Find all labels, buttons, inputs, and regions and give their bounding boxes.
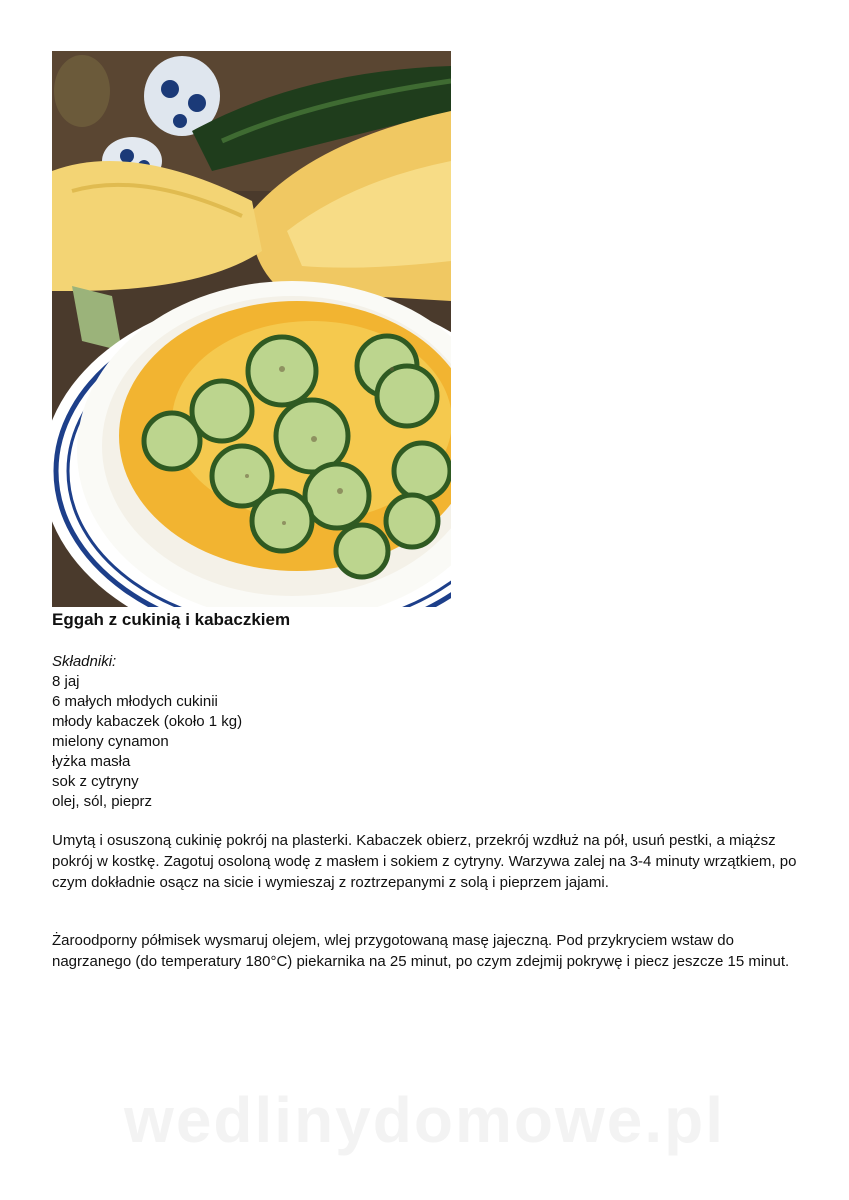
instruction-paragraph-2: Żaroodporny półmisek wysmaruj olejem, wlej przygotowaną masę jajeczną. Pod przykryciem wstaw do nagrzanego (do temperatury 180°C) piekarnika na 25 minut, po czym zdejmij pokrywę i piecz jeszcze 15 minut.	[52, 932, 790, 970]
ingredient-item: sok z cytryny	[52, 773, 139, 790]
ingredient-item: 6 małych młodych cukinii	[52, 693, 218, 710]
site-watermark: wedlinydomowe.pl	[124, 1084, 725, 1156]
recipe-photo	[52, 51, 451, 607]
ingredients-section	[52, 652, 242, 812]
ingredient-item: łyżka masła	[52, 753, 131, 770]
ingredients-label: Składniki:	[52, 653, 117, 670]
recipe-title: Eggah z cukinią i kabaczkiem	[52, 610, 291, 629]
ingredient-item: 8 jaj	[52, 673, 80, 690]
instruction-paragraph-1: Umytą i osuszoną cukinię pokrój na plasterki. Kabaczek obierz, przekrój wzdłuż na pół, usuń pestki, a miąższ pokrój w kostkę. Zagotuj osoloną wodę z masłem i sokiem z cytryny. Warzywa zalej na 3-4 minuty wrzątkiem, po czym dokładnie osącz na sicie i wymieszaj z roztrzepanymi z solą i pieprzem jajami.	[52, 832, 797, 891]
ingredients-list	[52, 672, 242, 812]
ingredient-item: olej, sól, pieprz	[52, 793, 153, 810]
ingredient-item: mielony cynamon	[52, 733, 169, 750]
ingredient-item: młody kabaczek (około 1 kg)	[52, 713, 243, 730]
